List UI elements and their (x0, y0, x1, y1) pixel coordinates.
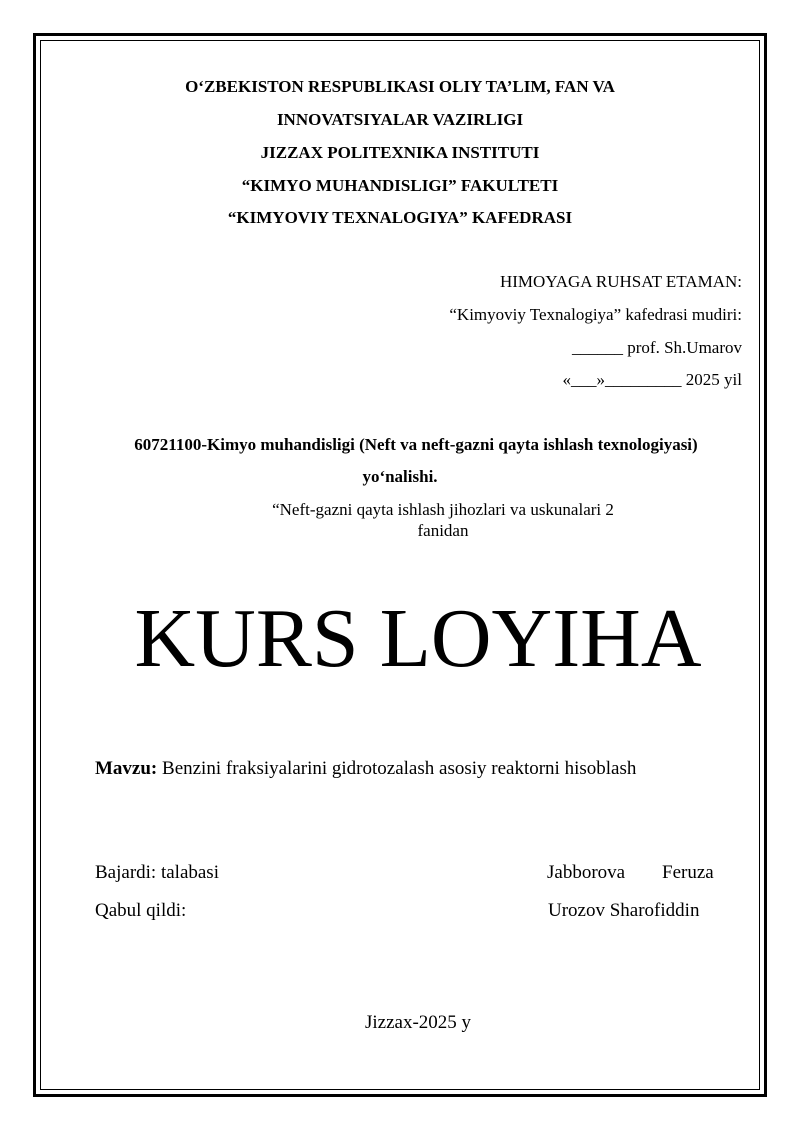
topic (95, 758, 636, 780)
main-title: KURS LOYIHA (134, 592, 702, 685)
accepted-name: Urozov Sharofiddin (548, 900, 700, 921)
performed-first-name: Jabborova (547, 862, 626, 883)
topic-label: Mavzu: (95, 758, 158, 779)
approval-signature-line: ______ prof. Sh.Umarov (572, 338, 742, 357)
ministry-line-1: O‘ZBEKISTON RESPUBLIKASI OLIY TA’LIM, FAN VA (185, 77, 615, 96)
approval-head-line: “Kimyoviy Texnalogiya” kafedrasi mudiri: (449, 305, 742, 324)
faculty-name: “KIMYO MUHANDISLIGI” FAKULTETI (241, 176, 559, 195)
specialty-line-2: yo‘nalishi. (362, 467, 438, 486)
ministry-line-2: INNOVATSIYALAR VAZIRLIGI (276, 110, 524, 129)
institute-name: JIZZAX POLITEXNIKA INSTITUTI (260, 143, 540, 162)
performed-label: Bajardi: talabasi (95, 862, 219, 883)
accepted-label: Qabul qildi: (95, 900, 187, 921)
approval-title: HIMOYAGA RUHSAT ETAMAN: (499, 272, 742, 291)
topic-text: Benzini fraksiyalarini gidrotozalash asosiy reaktorni hisoblash (157, 758, 637, 779)
city-year: Jizzax-2025 y (364, 1012, 472, 1033)
page-border-inner (40, 40, 760, 1090)
specialty-line-1: 60721100-Kimyo muhandisligi (Neft va neft-gazni qayta ishlash texnologiyasi) (134, 435, 698, 454)
subject-line-1: “Neft-gazni qayta ishlash jihozlari va uskunalari 2 (272, 500, 614, 519)
performed-last-name: Feruza (662, 862, 714, 883)
subject-line-2: fanidan (417, 521, 469, 540)
department-name: “KIMYOVIY TEXNALOGIYA” KAFEDRASI (227, 208, 573, 227)
approval-date-line: «___»_________ 2025 yil (562, 370, 742, 389)
